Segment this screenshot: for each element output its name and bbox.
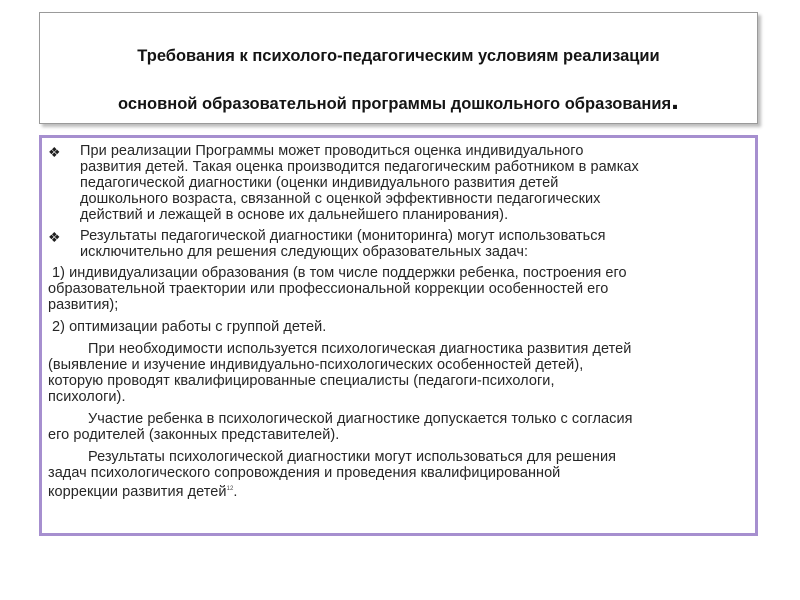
title-line-2-text: основной образовательной программы дошкольного образования: [118, 95, 672, 113]
title-period: .: [671, 84, 679, 115]
para3-period: .: [233, 483, 238, 500]
bullet1-line: педагогической диагностики (оценки индивидуального развития детей: [80, 175, 559, 191]
bullet1-line: действий и лежащей в основе их дальнейшего планирования).: [80, 207, 509, 223]
diamond-bullet-icon: ❖: [48, 144, 61, 160]
para3-last-line: [48, 481, 237, 500]
title-line-1: Требования к психолого-педагогическим условиям реализации: [137, 47, 660, 65]
footnote-marker: 12: [226, 486, 234, 492]
para2-line: его родителей (законных представителей).: [48, 427, 340, 443]
bullet1-line: При реализации Программы может проводиться оценка индивидуального: [80, 143, 584, 159]
para1-line: которую проводят квалифицированные специалисты (педагоги-психологи,: [48, 373, 555, 389]
title-line-2: [40, 84, 757, 115]
item2-line: 2) оптимизации работы с группой детей.: [52, 319, 327, 335]
para3-line: задач психологического сопровождения и проведения квалифицированной: [48, 465, 561, 481]
para1-line: психологи).: [48, 389, 126, 405]
item1-line: 1) индивидуализации образования (в том числе поддержки ребенка, построения его: [52, 265, 627, 281]
para1-line: При необходимости используется психологическая диагностика развития детей: [88, 341, 632, 357]
para1-line: (выявление и изучение индивидуально-психологических особенностей детей),: [48, 357, 584, 373]
content-box: [39, 135, 758, 536]
para3-line: Результаты психологической диагностики могут использоваться для решения: [88, 449, 617, 465]
item1-line: образовательной траектории или профессиональной коррекции особенностей его: [48, 281, 609, 297]
para3-line-text: коррекции развития детей: [48, 483, 227, 500]
para2-line: Участие ребенка в психологической диагностике допускается только с согласия: [88, 411, 633, 427]
bullet2-line: Результаты педагогической диагностики (мониторинга) могут использоваться: [80, 228, 606, 244]
diamond-bullet-icon: ❖: [48, 229, 61, 245]
title-box: [39, 12, 758, 124]
item1-line: развития);: [48, 297, 119, 313]
bullet2-line: исключительно для решения следующих образовательных задач:: [80, 244, 529, 260]
bullet1-line: дошкольного возраста, связанной с оценкой эффективности педагогических: [80, 191, 601, 207]
bullet1-line: развития детей. Такая оценка производится педагогическим работником в рамках: [80, 159, 639, 175]
